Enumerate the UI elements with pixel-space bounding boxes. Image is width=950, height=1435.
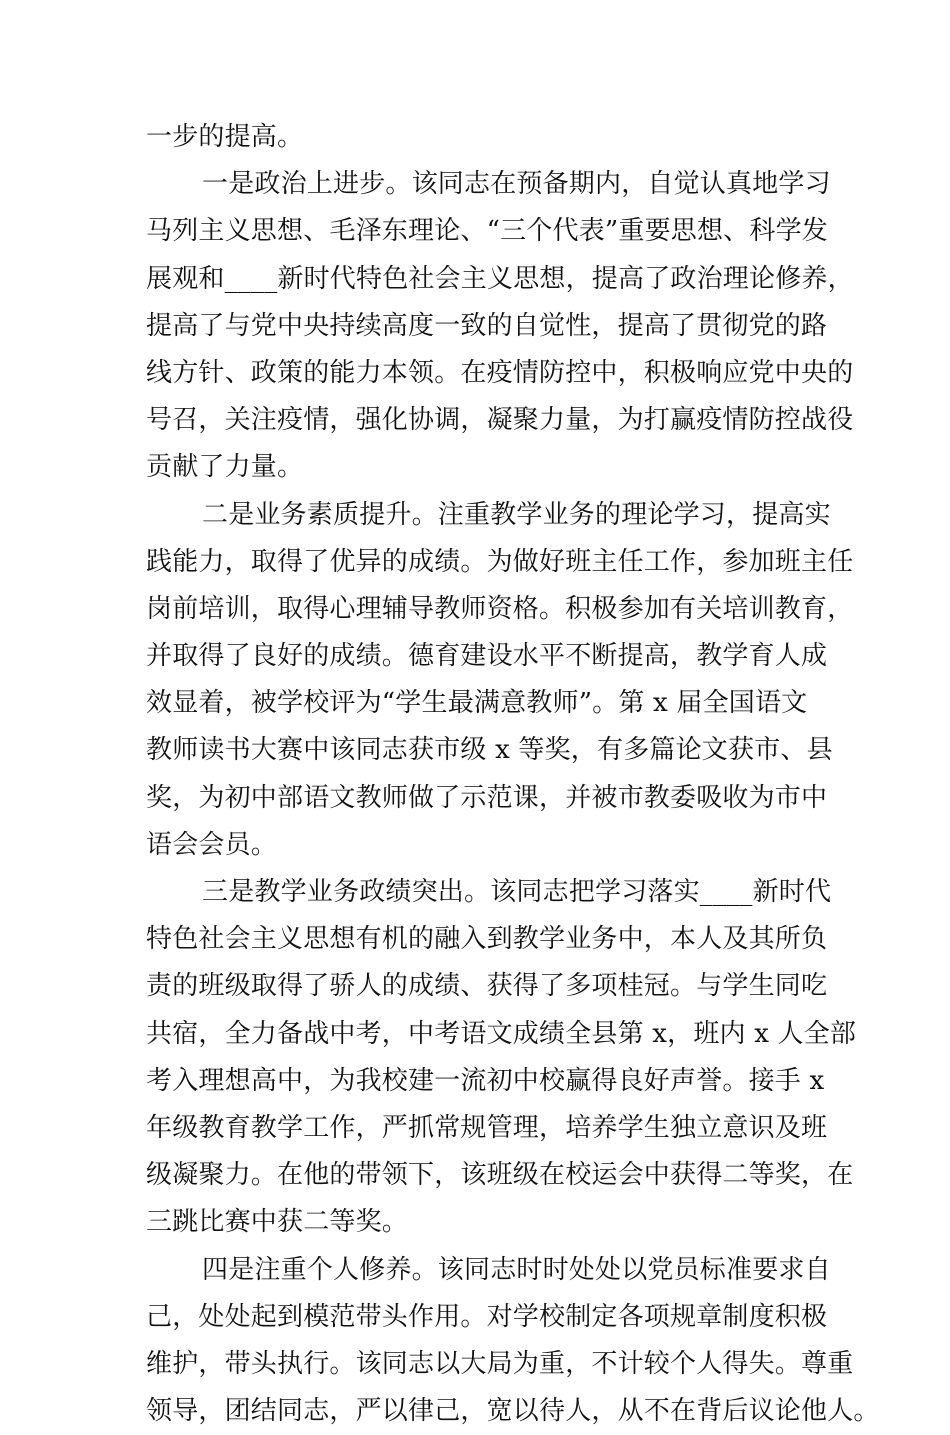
text-line: 并取得了良好的成绩。德育建设水平不断提高，教学育人成 — [146, 641, 828, 672]
text-line: 贡献了力量。 — [146, 452, 304, 483]
text-line: 级凝聚力。在他的带领下，该班级在校运会中获得二等奖，在 — [146, 1160, 854, 1191]
text-line: 特色社会主义思想有机的融入到教学业务中，本人及其所负 — [146, 924, 828, 955]
paragraph-start-line: 二是业务素质提升。注重教学业务的理论学习，提高实 — [202, 499, 831, 530]
text-line: 领导，团结同志，严以律己，宽以待人，从不在背后议论他人。 — [146, 1396, 880, 1427]
text-line: 三跳比赛中获二等奖。 — [146, 1207, 409, 1238]
text-line: 共宿，全力备战中考，中考语文成绩全县第 x，班内 x 人全部 — [146, 1018, 857, 1049]
text-line: 奖，为初中部语文教师做了示范课，并被市教委吸收为市中 — [146, 782, 828, 813]
text-line: 展观和____新时代特色社会主义思想，提高了政治理论修养， — [146, 263, 854, 294]
text-line: 考入理想高中，为我校建一流初中校赢得良好声誉。接手 x — [146, 1065, 825, 1096]
text-line: 践能力，取得了优异的成绩。为做好班主任工作，参加班主任 — [146, 546, 854, 577]
text-line: 岗前培训，取得心理辅导教师资格。积极参加有关培训教育， — [146, 593, 854, 624]
text-line: 年级教育教学工作，严抓常规管理，培养学生独立意识及班 — [146, 1112, 828, 1143]
paragraph-start-line: 三是教学业务政绩突出。该同志把学习落实____新时代 — [202, 877, 832, 907]
text-line: 一步的提高。 — [146, 122, 304, 152]
text-line: 责的班级取得了骄人的成绩、获得了多项桂冠。与学生同吃 — [146, 971, 828, 1002]
text-line: 教师读书大赛中该同志获市级 x 等奖，有多篇论文获市、县 — [146, 735, 833, 766]
text-line: 马列主义思想、毛泽东理论、“三个代表”重要思想、科学发 — [146, 216, 828, 247]
text-line: 维护，带头执行。该同志以大局为重，不计较个人得失。尊重 — [146, 1348, 854, 1379]
text-line: 效显着，被学校评为“学生最满意教师”。第 x 届全国语文 — [146, 688, 808, 719]
text-line: 己，处处起到模范带头作用。对学校制定各项规章制度积极 — [146, 1301, 828, 1332]
paragraph-start-line: 四是注重个人修养。该同志时时处处以党员标准要求自 — [202, 1254, 831, 1285]
text-line: 提高了与党中央持续高度一致的自觉性，提高了贯彻党的路 — [146, 310, 828, 341]
text-line: 语会会员。 — [146, 829, 278, 860]
text-line: 号召，关注疫情，强化协调，凝聚力量，为打赢疫情防控战役 — [146, 405, 854, 436]
text-line: 线方针、政策的能力本领。在疫情防控中，积极响应党中央的 — [146, 357, 854, 388]
document-body — [146, 114, 880, 1435]
paragraph-start-line: 一是政治上进步。该同志在预备期内，自觉认真地学习 — [202, 169, 831, 200]
